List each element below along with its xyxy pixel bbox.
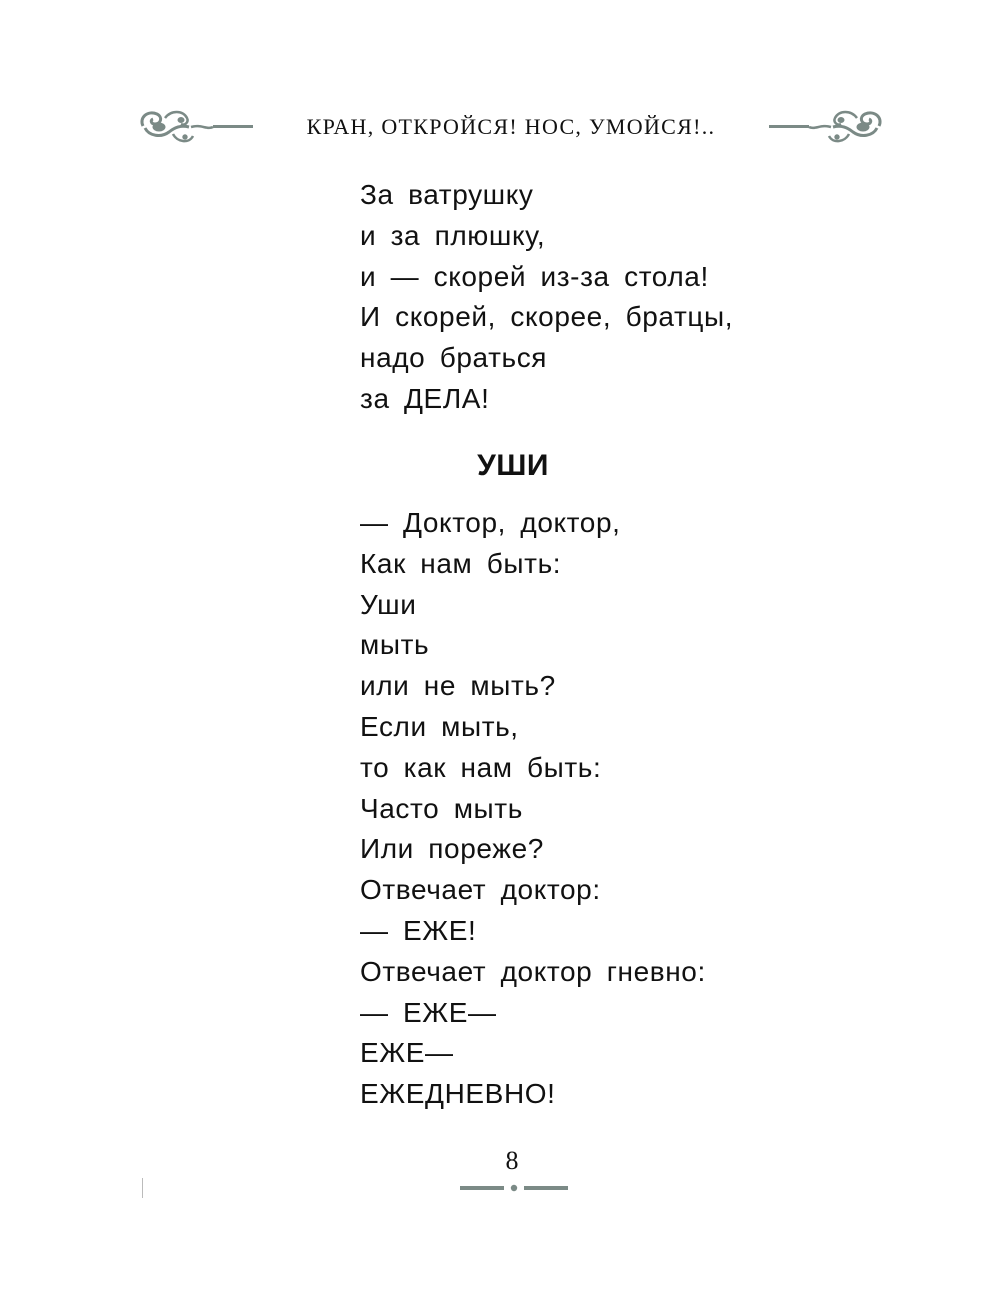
poem-line: — Доктор, доктор,: [360, 507, 621, 538]
poem-line: ЕЖЕДНЕВНО!: [360, 1078, 556, 1110]
poem-ushi: [360, 503, 880, 1115]
running-head: [135, 100, 887, 150]
poem-line: — ЕЖЕ—: [360, 996, 497, 1028]
poem-line: Отвечает доктор гневно:: [360, 955, 706, 987]
poem-line: Если мыть,: [360, 710, 519, 742]
poem-line: — ЕЖЕ!: [360, 914, 477, 946]
poem-line: за ДЕЛА!: [360, 382, 490, 414]
poem-line: За ватрушку: [360, 179, 534, 210]
poem-line: Уши: [360, 588, 417, 620]
poem-continuation: [360, 175, 880, 420]
poem-line: мыть: [360, 629, 430, 661]
dash-dot-dash-icon: [460, 1183, 568, 1193]
margin-mark: [142, 1178, 143, 1198]
poem-line: и — скорей из-за стола!: [360, 260, 709, 292]
poem-line: Или пореже?: [360, 833, 544, 865]
poem-line: И скорей, скорее, братцы,: [360, 301, 734, 333]
poem-line: ЕЖЕ—: [360, 1037, 454, 1069]
running-head-title: КРАН, ОТКРОЙСЯ! НОС, УМОЙСЯ!..: [306, 114, 716, 139]
poem-line: Часто мыть: [360, 792, 523, 824]
flourish-right-icon: [769, 100, 887, 150]
poem-title: УШИ: [477, 449, 549, 482]
poem-line: то как нам быть:: [360, 751, 602, 783]
poem-line: Как нам быть:: [360, 547, 562, 579]
poem-line: или не мыть?: [360, 670, 556, 702]
poem-line: и за плюшку,: [360, 219, 546, 251]
page-number: 8: [505, 1146, 519, 1175]
poem-line: надо браться: [360, 342, 548, 374]
poem-line: Отвечает доктор:: [360, 874, 601, 906]
